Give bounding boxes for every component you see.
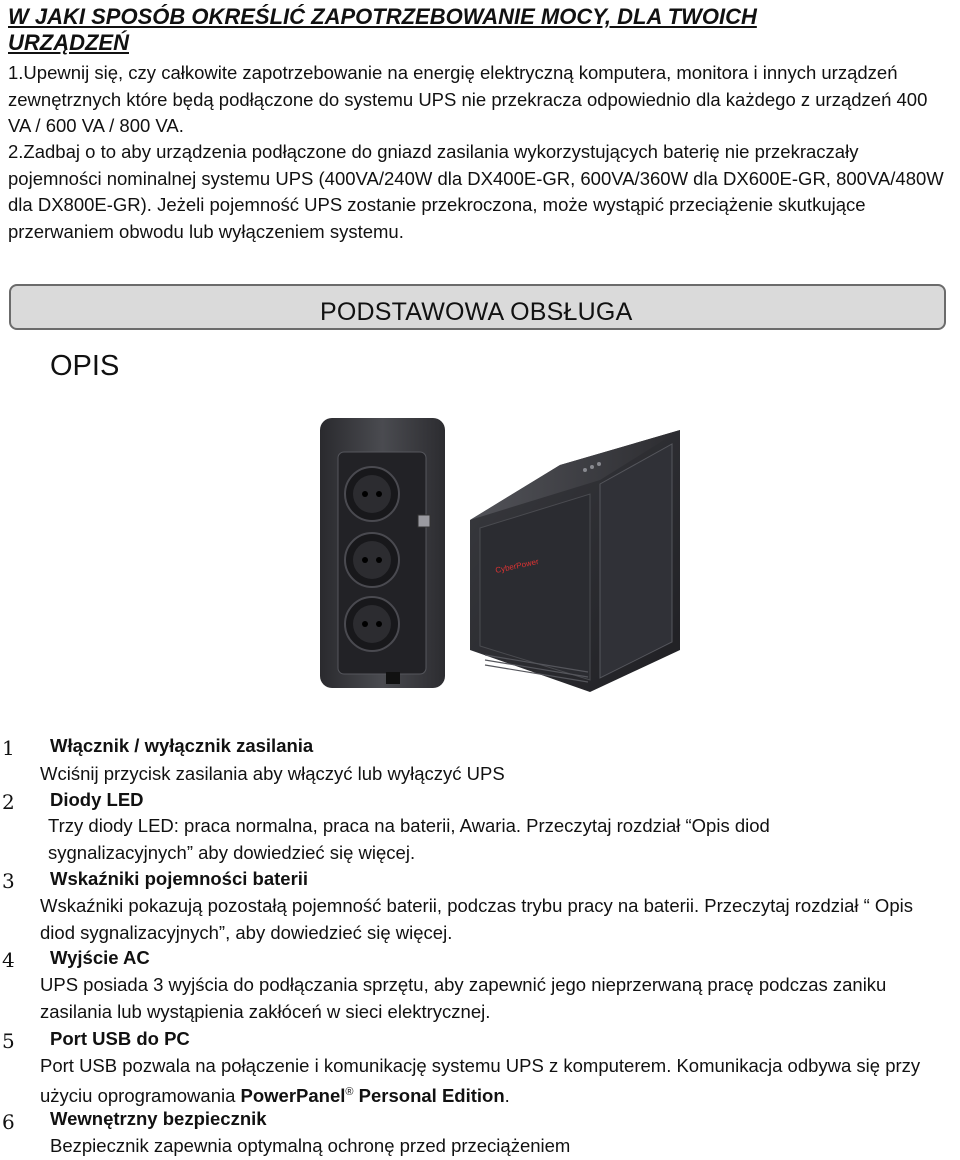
item-3-number: 3 bbox=[2, 869, 15, 893]
item-5-title: Port USB do PC bbox=[50, 1028, 190, 1049]
item-1-text: Wciśnij przycisk zasilania aby włączyć lub wyłączyć UPS bbox=[40, 763, 505, 784]
ups-front-view bbox=[470, 430, 680, 692]
item-5-text-end: . bbox=[504, 1085, 510, 1107]
item-5-text-a: Port USB pozwala na połączenie i komunikację systemu UPS z komputerem. Komunikacja odbywa się przy użyciu oprogramowania bbox=[40, 1055, 921, 1107]
item-2-title: Diody LED bbox=[50, 789, 144, 810]
item-6-title: Wewnętrzny bezpiecznik bbox=[50, 1108, 267, 1129]
item-5-software-edition: Personal Edition bbox=[353, 1085, 505, 1107]
ups-rear-view bbox=[320, 418, 445, 688]
intro-paragraph-2: 2.Zadbaj o to aby urządzenia podłączone do gniazd zasilania wykorzystujących baterię nie przekraczały pojemności nominalnej systemu UPS (400VA/240W dla DX400E-GR, 600VA/360W dla DX600E-GR, 800VA/480W dla DX800E-GR). Jeżeli pojemność UPS zostanie przekroczona, może wystąpić przeciążenie skutkujące przerwaniem obwodu lub wyłączeniem systemu. bbox=[8, 141, 944, 242]
item-4-number: 4 bbox=[2, 948, 15, 972]
heading-line2: URZĄDZEŃ bbox=[8, 30, 129, 55]
item-4-text: UPS posiada 3 wyjścia do podłączania sprzętu, aby zapewnić jego nieprzerwaną pracę podczas zaniku zasilania lub wystąpienia zakłóceń w sieci elektrycznej. bbox=[40, 974, 887, 1022]
socket-2 bbox=[345, 533, 399, 587]
item-5-software-name: PowerPanel bbox=[240, 1085, 346, 1107]
item-3-text: Wskaźniki pokazują pozostałą pojemność baterii, podczas trybu pracy na baterii. Przeczytaj rozdział “ Opis diod sygnalizacyjnych”, aby dowiedzieć się więcej. bbox=[40, 895, 913, 943]
socket-3 bbox=[345, 597, 399, 651]
item-2-number: 2 bbox=[2, 790, 15, 814]
item-1-number: 1 bbox=[2, 736, 15, 760]
item-6-number: 6 bbox=[2, 1110, 15, 1134]
led-icon bbox=[583, 468, 587, 472]
registered-mark: ® bbox=[345, 1086, 354, 1098]
page-heading bbox=[8, 4, 938, 56]
socket-1 bbox=[345, 467, 399, 521]
heading-line1: W JAKI SPOSÓB OKREŚLIĆ ZAPOTRZEBOWANIE MOCY, DLA TWOICH bbox=[8, 4, 757, 29]
item-5-text bbox=[40, 1052, 940, 1109]
item-1-title: Włącznik / wyłącznik zasilania bbox=[50, 735, 314, 756]
intro-paragraph-1: 1.Upewnij się, czy całkowite zapotrzebowanie na energię elektryczną komputera, monitora i innych urządzeń zewnętrznych które będą podłączone do systemu UPS nie przekracza odpowiednio dla każdego z urządzeń 400 VA / 600 VA / 800 VA. bbox=[8, 62, 928, 136]
banner-title: PODSTAWOWA OBSŁUGA bbox=[320, 298, 633, 326]
usb-port-icon bbox=[418, 515, 430, 527]
brand-label: CyberPower bbox=[494, 557, 540, 575]
ups-product-image bbox=[320, 410, 690, 700]
item-3-title: Wskaźniki pojemności baterii bbox=[50, 868, 309, 889]
item-5-number: 5 bbox=[2, 1029, 15, 1053]
item-4-title: Wyjście AC bbox=[50, 947, 150, 968]
item-6-text: Bezpiecznik zapewnia optymalną ochronę przed przeciążeniem bbox=[50, 1135, 571, 1156]
item-2-text: Trzy diody LED: praca normalna, praca na baterii, Awaria. Przeczytaj rozdział “Opis diod sygnalizacyjnych” aby dowiedzieć się więcej. bbox=[48, 815, 770, 863]
section-title: OPIS bbox=[50, 350, 120, 382]
fuse-icon bbox=[386, 672, 400, 684]
